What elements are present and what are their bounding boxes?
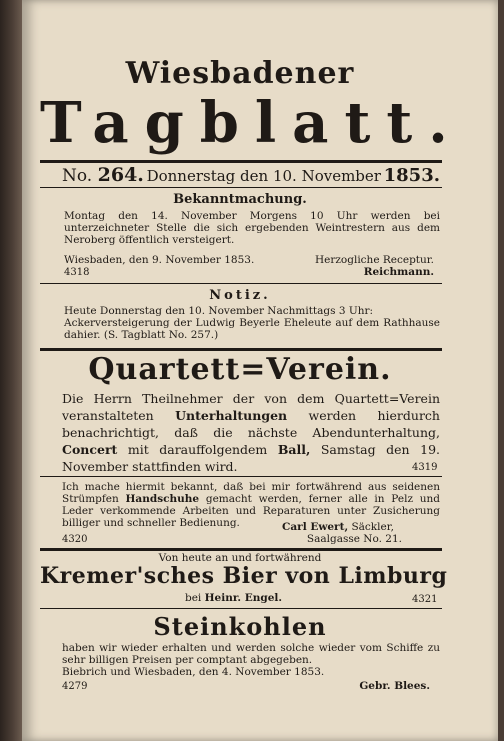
ad3-body-4: Samstag den 19. November stattfinden wird.	[62, 442, 440, 474]
ad3-bold-2: Concert	[62, 442, 118, 457]
ad6-place-date: Biebrich und Wiesbaden, den 4. November 1853.	[62, 666, 325, 678]
ad4-signature-line	[282, 521, 394, 533]
ad5-number: 4321	[412, 594, 438, 605]
masthead-rule-top	[40, 160, 442, 163]
ad3-number: 4319	[412, 462, 438, 473]
ad6-footer-row	[62, 680, 440, 693]
issue-year: 1853.	[383, 165, 440, 186]
ad2-heading: Notiz.	[209, 288, 271, 303]
ad1-signature: Reichmann.	[363, 266, 434, 278]
issue-no-label: No.	[62, 166, 93, 186]
ad6-body: haben wir wieder erhalten und werden solche wieder vom Schiffe zu sehr billigen Preisen per comptant abgegeben.	[62, 642, 440, 666]
ad1-footer-row	[64, 254, 434, 266]
ad4-address: Saalgasse No. 21.	[306, 533, 402, 545]
ad2-body: Ackerversteigerung der Ludwig Beyerle Eheleute auf dem Rathhause dahier. (S. Tagblatt No. 257.)	[64, 317, 440, 341]
ad3-body-1: Die Herrn Theilnehmer der von dem Quartett=Verein veranstalteten	[62, 391, 440, 423]
ad5-seller-line	[185, 592, 335, 604]
ad4-signature: Carl Ewert,	[282, 521, 349, 533]
issue-line	[62, 164, 440, 186]
masthead-subtitle-block	[40, 56, 440, 91]
ad6-signature: Gebr. Blees.	[359, 680, 430, 692]
masthead-rule-bottom	[40, 187, 442, 188]
ad1-body: Montag den 14. November Morgens 10 Uhr werden bei unterzeichneter Stelle die sich ergebenden Weintrestern aus dem Neroberg öffentlich versteigert.	[64, 210, 440, 246]
issue-date: Donnerstag den 10. November	[146, 167, 381, 185]
ad4-body-2: gemacht werden, ferner alle in Pelz und Leder verkommende Arbeiten und Reparaturen unter Zusicherung billiger und schneller Bedienung.	[62, 493, 440, 529]
ad3-body-2: werden hierdurch benachrichtigt, daß die nächste Abendunterhaltung,	[62, 408, 440, 440]
ad5-heading: Kremer'sches Bier von Limburg	[40, 563, 448, 589]
masthead-subtitle: Wiesbadener	[125, 56, 355, 91]
ad2-rule	[40, 348, 442, 351]
ad3-body	[62, 390, 440, 475]
ad4-rule	[40, 548, 442, 551]
ad1-heading: Bekanntmachung.	[173, 192, 307, 207]
issue-number-group	[62, 164, 144, 186]
masthead-title: Tagblatt.	[40, 90, 464, 156]
ad5-rule	[40, 608, 442, 609]
ad4-footer-row	[62, 533, 402, 546]
ad3-bold-3: Ball,	[277, 442, 311, 457]
ad2-line1: Heute Donnerstag den 10. November Nachmittags 3 Uhr:	[64, 305, 374, 317]
ad5-intro: Von heute an und fortwährend	[158, 552, 322, 564]
ad5-seller: Heinr. Engel.	[204, 592, 283, 604]
ad5-at: bei	[185, 592, 202, 604]
ad6-heading: Steinkohlen	[153, 612, 327, 641]
ad3-heading: Quartett=Verein.	[88, 352, 392, 387]
ad4-body-1: Ich mache hiermit bekannt, daß bei mir fortwährend aus seidenen Strümpfen	[62, 481, 440, 505]
issue-number: 264.	[97, 164, 144, 186]
ad3-bold-1: Unterhaltungen	[175, 408, 288, 423]
ad6-number: 4279	[62, 681, 88, 692]
ad1-number: 4318	[64, 267, 90, 278]
ad1-place-date: Wiesbaden, den 9. November 1853.	[64, 254, 255, 266]
ad4-number: 4320	[62, 534, 88, 545]
ad1-office: Herzogliche Receptur.	[315, 254, 434, 266]
page-edge	[498, 0, 504, 741]
book-binding	[0, 0, 22, 741]
ad4-bold-1: Handschuhe	[125, 493, 200, 505]
ad4-trade: Säckler,	[351, 521, 394, 533]
ad3-rule	[40, 476, 442, 477]
ad1-footer-row-2	[64, 266, 434, 279]
ad3-body-3: mit darauffolgendem	[127, 442, 268, 457]
ad1-rule	[40, 283, 442, 284]
masthead-title-block	[40, 90, 464, 156]
